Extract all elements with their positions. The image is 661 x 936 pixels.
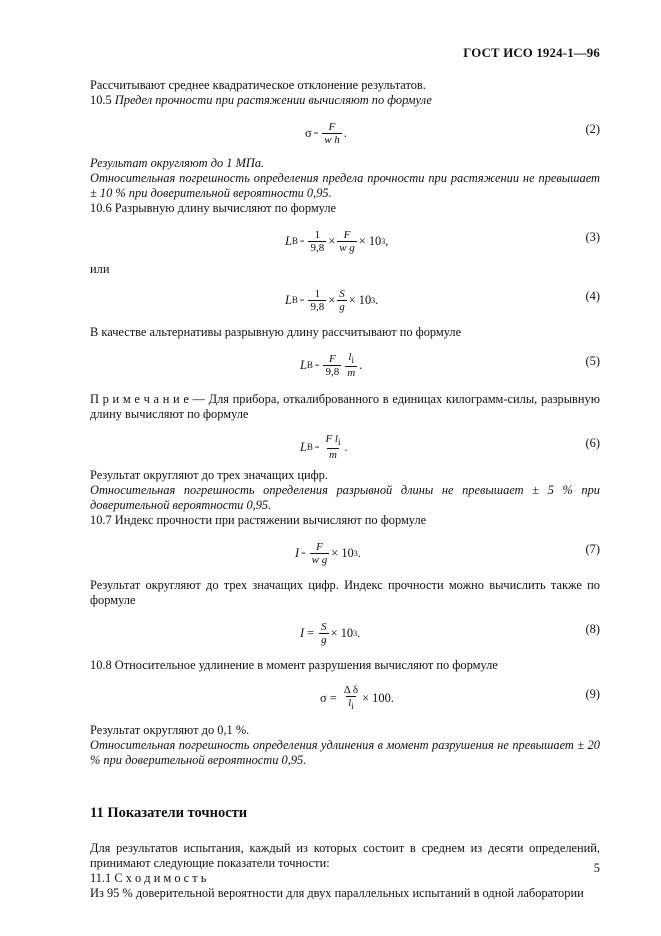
formula-number: (2) — [585, 122, 600, 136]
paragraph: или — [90, 262, 110, 276]
formula-6: L B = $\frac{F l_i}{m}$ . (6) — [300, 433, 600, 461]
section-10-7: 10.7 Индекс прочности при растяжении вычисляют по формуле — [90, 513, 427, 527]
paragraph: Относительная погрешность определения разрывной длины не превышает ± 5 % при доверительной вероятности 0,95. — [90, 483, 600, 512]
paragraph: Для результатов испытания, каждый из которых состоит в среднем из десяти определений, принимают следующие показатели точности: — [90, 841, 600, 870]
paragraph: Относительная погрешность определения предела прочности при растяжении не превышает ± 10 % при доверительной вероятности 0,95. — [90, 171, 600, 200]
formula-number: (5) — [585, 354, 600, 368]
paragraph: Результат округляют до 1 МПа. — [90, 156, 265, 170]
paragraph: Результат округляют до 0,1 %. — [90, 723, 250, 737]
formula-7: I = $\frac{F}{\text{w g}}$ × 10 3 . (7) — [295, 540, 600, 566]
formula-5: L B = $\frac{F}{9,8}$ $\frac{l_i}{m}$ . (5) — [300, 351, 600, 379]
note: П р и м е ч а н и е — Для прибора, откалиброванного в единицах килограмм-силы, разрывную длину вычисляют по формуле — [90, 392, 600, 421]
paragraph: Из 95 % доверительной вероятности для двух параллельных испытаний в одной лаборатории — [90, 886, 584, 900]
document-header: ГОСТ ИСО 1924-1—96 — [463, 46, 600, 60]
section-heading: 11 Показатели точности — [90, 805, 248, 821]
formula-number: (4) — [585, 289, 600, 303]
paragraph: Результат округляют до трех значащих цифр. Индекс прочности можно вычислить также по формуле — [90, 578, 600, 607]
document-body — [90, 78, 600, 901]
section-11-1: 11.1 С х о д и м о с т ь — [90, 871, 207, 885]
section-10-5: 10.5 Предел прочности при растяжении вычисляют по формуле — [90, 93, 432, 107]
formula-4: L B = $\frac{1}{9,8}$ × $\frac{S}{g}$ × 10 3 . (4) — [285, 287, 600, 313]
paragraph: Рассчитывают среднее квадратическое отклонение результатов. — [90, 78, 426, 92]
section-10-8: 10.8 Относительное удлинение в момент разрушения вычисляют по формуле — [90, 658, 498, 672]
formula-number: (7) — [585, 542, 600, 556]
formula-number: (9) — [585, 687, 600, 701]
formula-number: (6) — [585, 436, 600, 450]
formula-number: (8) — [585, 622, 600, 636]
formula-8: I = $\frac{S}{g}$ × 10 3 . (8) — [300, 620, 600, 646]
paragraph: Результат округляют до трех значащих цифр. — [90, 468, 328, 482]
formula-number: (3) — [585, 230, 600, 244]
paragraph: В качестве альтернативы разрывную длину рассчитывают по формуле — [90, 325, 462, 339]
paragraph: Относительная погрешность определения удлинения в момент разрушения не превышает ± 20 % при доверительной вероятности 0,95. — [90, 738, 600, 767]
formula-3: L B = $\frac{1}{9,8}$ × $\frac{F}{\text{w g}}$ × 10 3 , (3) — [285, 228, 600, 254]
page-number: 5 — [593, 861, 600, 875]
formula-9: σ = $\frac{\text{Δ δ}}{l_i}$ × 100 . (9) — [320, 684, 600, 711]
section-10-6: 10.6 Разрывную длину вычисляют по формуле — [90, 201, 337, 215]
formula-2: σ = $\frac{F}{\text{w h}}$ . (2) — [305, 120, 600, 146]
